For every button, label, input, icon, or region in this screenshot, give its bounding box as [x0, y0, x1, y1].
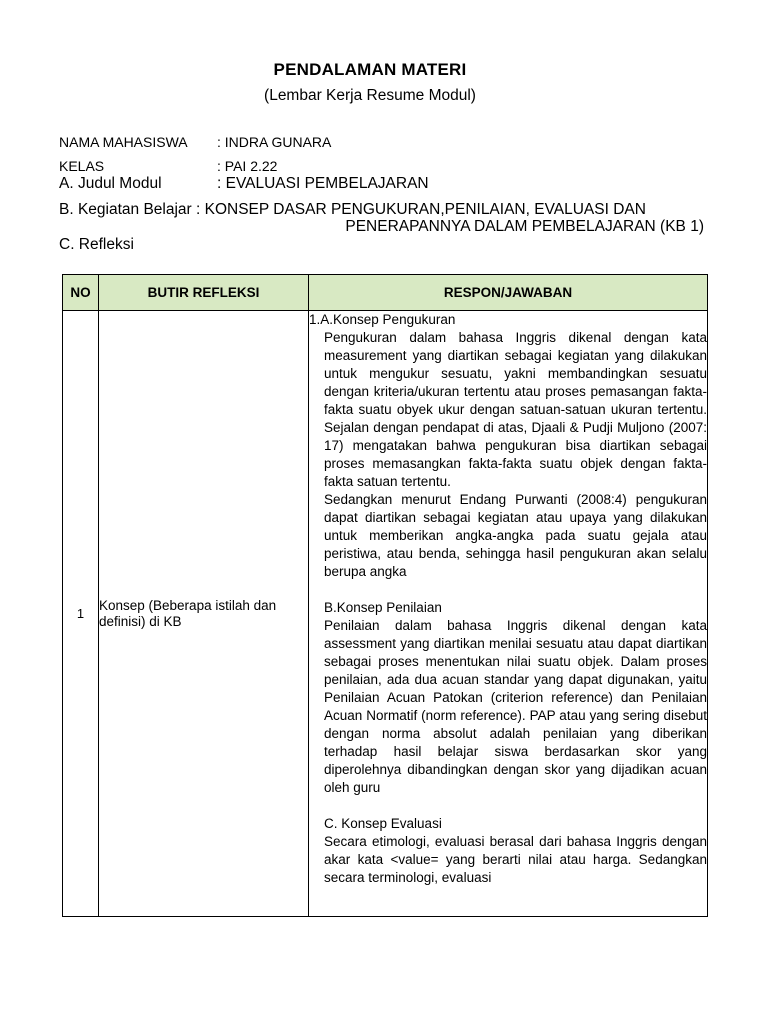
learning-activity-line1: B. Kegiatan Belajar : KONSEP DASAR PENGUKURAN,PENILAIAN, EVALUASI DAN: [59, 201, 646, 218]
student-name-row: [59, 134, 331, 150]
paragraph-pengukuran-1: Pengukuran dalam bahasa Inggris dikenal dengan kata measurement yang diartikan sebagai kegiatan yang dilakukan untuk mengukur sesuatu, yakni membandingkan sesuatu dengan kriteria/ukuran tertentu atau proses pemasangan fakta-fakta suatu obyek ukur dengan satuan-satuan ukuran tertentu. Sejalan dengan pendapat di atas, Djaali & Pudji Muljono (2007: 17) mengatakan bahwa pengukuran bisa diartikan sebagai proses memasangkan fakta-fakta suatu objek dengan fakta-fakta satuan tertentu.: [324, 330, 707, 489]
module-title-value: : EVALUASI PEMBELAJARAN: [217, 175, 429, 192]
module-title-row: [59, 175, 429, 193]
learning-activity-line2: PENERAPANNYA DALAM PEMBELAJARAN (KB 1): [345, 218, 704, 235]
table-header-row: [63, 275, 708, 311]
paragraph-evaluasi-1: Secara etimologi, evaluasi berasal dari bahasa Inggris dengan akar kata <value= yang berarti nilai atau harga. Sedangkan secara terminologi, evaluasi: [324, 834, 707, 885]
class-row: [59, 158, 277, 174]
student-name-label: NAMA MAHASISWA: [59, 134, 188, 150]
class-label: KELAS: [59, 158, 105, 174]
class-value: : PAI 2.22: [217, 158, 278, 174]
row-number: 1: [63, 311, 99, 917]
reflection-heading: C. Refleksi: [59, 236, 134, 253]
response-cell: [309, 311, 708, 917]
reflection-item: Konsep (Beberapa istilah dan definisi) di KB: [99, 311, 309, 917]
column-header-respon: RESPON/JAWABAN: [309, 275, 708, 311]
section-heading-pengukuran: 1.A.Konsep Pengukuran: [309, 312, 456, 327]
section-heading-evaluasi: C. Konsep Evaluasi: [324, 816, 442, 831]
document-title: PENDALAMAN MATERI: [273, 60, 467, 79]
section-heading-penilaian: B.Konsep Penilaian: [324, 600, 442, 615]
paragraph-pengukuran-2: Sedangkan menurut Endang Purwanti (2008:4) pengukuran dapat diartikan sebagai kegiatan atau upaya yang dilakukan untuk memberikan angka-angka pada suatu gejala atau peristiwa, atau benda, sehingga hasil pengukuran akan selalu berupa angka: [324, 492, 707, 579]
column-header-no: NO: [63, 275, 99, 311]
student-name-value: : INDRA GUNARA: [217, 134, 332, 150]
paragraph-penilaian-1: Penilaian dalam bahasa Inggris dikenal dengan kata assessment yang diartikan menilai sesuatu atau dapat diartikan sebagai proses menentukan nilai suatu objek. Dalam proses penilaian, ada dua acuan standar yang dapat digunakan, yaitu Penilaian Acuan Patokan (criterion reference) dan Penilaian Acuan Normatif (norm reference). PAP atau yang sering disebut dengan norma absolut adalah penilaian yang diberikan terhadap hasil belajar siswa berdasarkan skor yang diperolehnya dibandingkan dengan skor yang dijadikan acuan oleh guru: [324, 618, 707, 795]
module-title-label: A. Judul Modul: [59, 175, 162, 192]
column-header-butir: BUTIR REFLEKSI: [99, 275, 309, 311]
document-subtitle: (Lembar Kerja Resume Modul): [264, 87, 476, 104]
reflection-table: [62, 274, 708, 917]
table-row: [63, 311, 708, 917]
